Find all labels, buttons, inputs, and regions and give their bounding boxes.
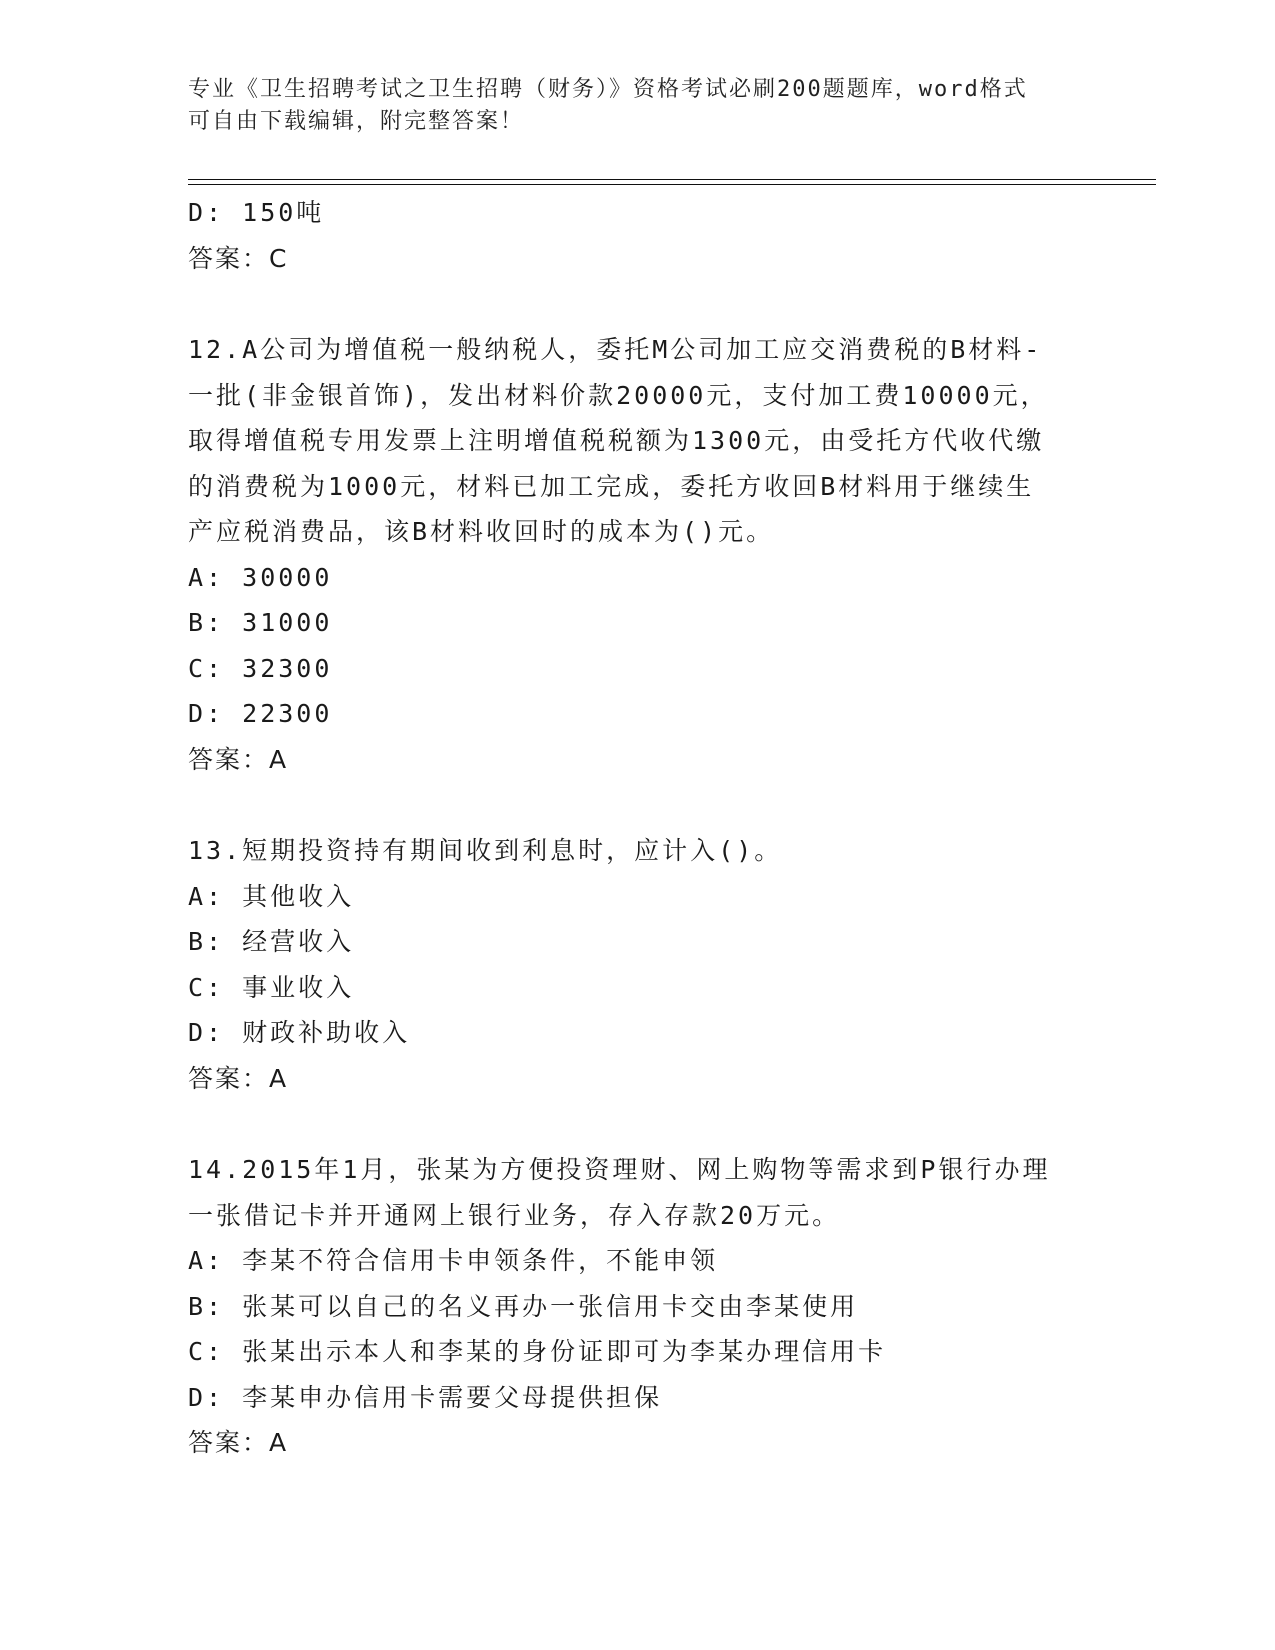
option-a: A: 李某不符合信用卡申领条件，不能申领	[188, 1246, 719, 1275]
option-c: C: 32300	[188, 653, 333, 683]
option-d: D: 财政补助收入	[188, 1018, 411, 1047]
question-text-line: 12.A公司为增值税一般纳税人，委托M公司加工应交消费税的B材料-	[188, 335, 1043, 364]
spacer	[188, 782, 1088, 828]
option-a: A: 其他收入	[188, 881, 355, 911]
header-divider-top	[188, 179, 1156, 180]
spacer	[188, 1101, 1088, 1147]
question-13	[188, 828, 1088, 1101]
option-b: B: 经营收入	[188, 927, 355, 956]
option-d: D: 22300	[188, 699, 333, 728]
question-12	[188, 327, 1088, 782]
header-divider-bottom	[188, 184, 1156, 185]
question-text-line: 的消费税为1000元，材料已加工完成，委托方收回B材料用于继续生	[188, 471, 1035, 501]
answer: 答案：C	[188, 243, 289, 273]
answer: 答案：A	[188, 744, 289, 774]
question-text-line: 一批(非金银首饰)，发出材料价款20000元，支付加工费10000元，	[188, 380, 1049, 410]
question-14	[188, 1147, 1088, 1466]
option-c: C: 张某出示本人和李某的身份证即可为李某办理信用卡	[188, 1337, 887, 1366]
option-d: D: 李某申办信用卡需要父母提供担保	[188, 1382, 663, 1412]
question-text-line: 取得增值税专用发票上注明增值税税额为1300元，由受托方代收代缴	[188, 426, 1045, 455]
question-text-line: 14.2015年1月，张某为方便投资理财、网上购物等需求到P银行办理	[188, 1155, 1051, 1184]
question-text-line: 13.短期投资持有期间收到利息时，应计入()。	[188, 836, 783, 865]
answer: 答案：A	[188, 1428, 289, 1457]
spacer	[188, 281, 1088, 327]
question-text-line: 产应税消费品，该B材料收回时的成本为()元。	[188, 517, 775, 546]
answer: 答案：A	[188, 1063, 289, 1093]
header-title-line-1: 专业《卫生招聘考试之卫生招聘（财务）》资格考试必刷200题题库，word格式	[188, 77, 1028, 102]
option-c: C: 事业收入	[188, 972, 355, 1002]
option-a: A: 30000	[188, 562, 333, 592]
header-title-line-2: 可自由下载编辑，附完整答案！	[188, 109, 525, 134]
option-b: B: 31000	[188, 608, 333, 637]
previous-question-tail	[188, 190, 1088, 281]
document-body	[188, 190, 1088, 1466]
document-header	[188, 74, 1088, 138]
question-text-line: 一张借记卡并开通网上银行业务，存入存款20万元。	[188, 1200, 841, 1230]
option-b: B: 张某可以自己的名义再办一张信用卡交由李某使用	[188, 1291, 859, 1321]
option-d: D: 150吨	[188, 198, 325, 227]
